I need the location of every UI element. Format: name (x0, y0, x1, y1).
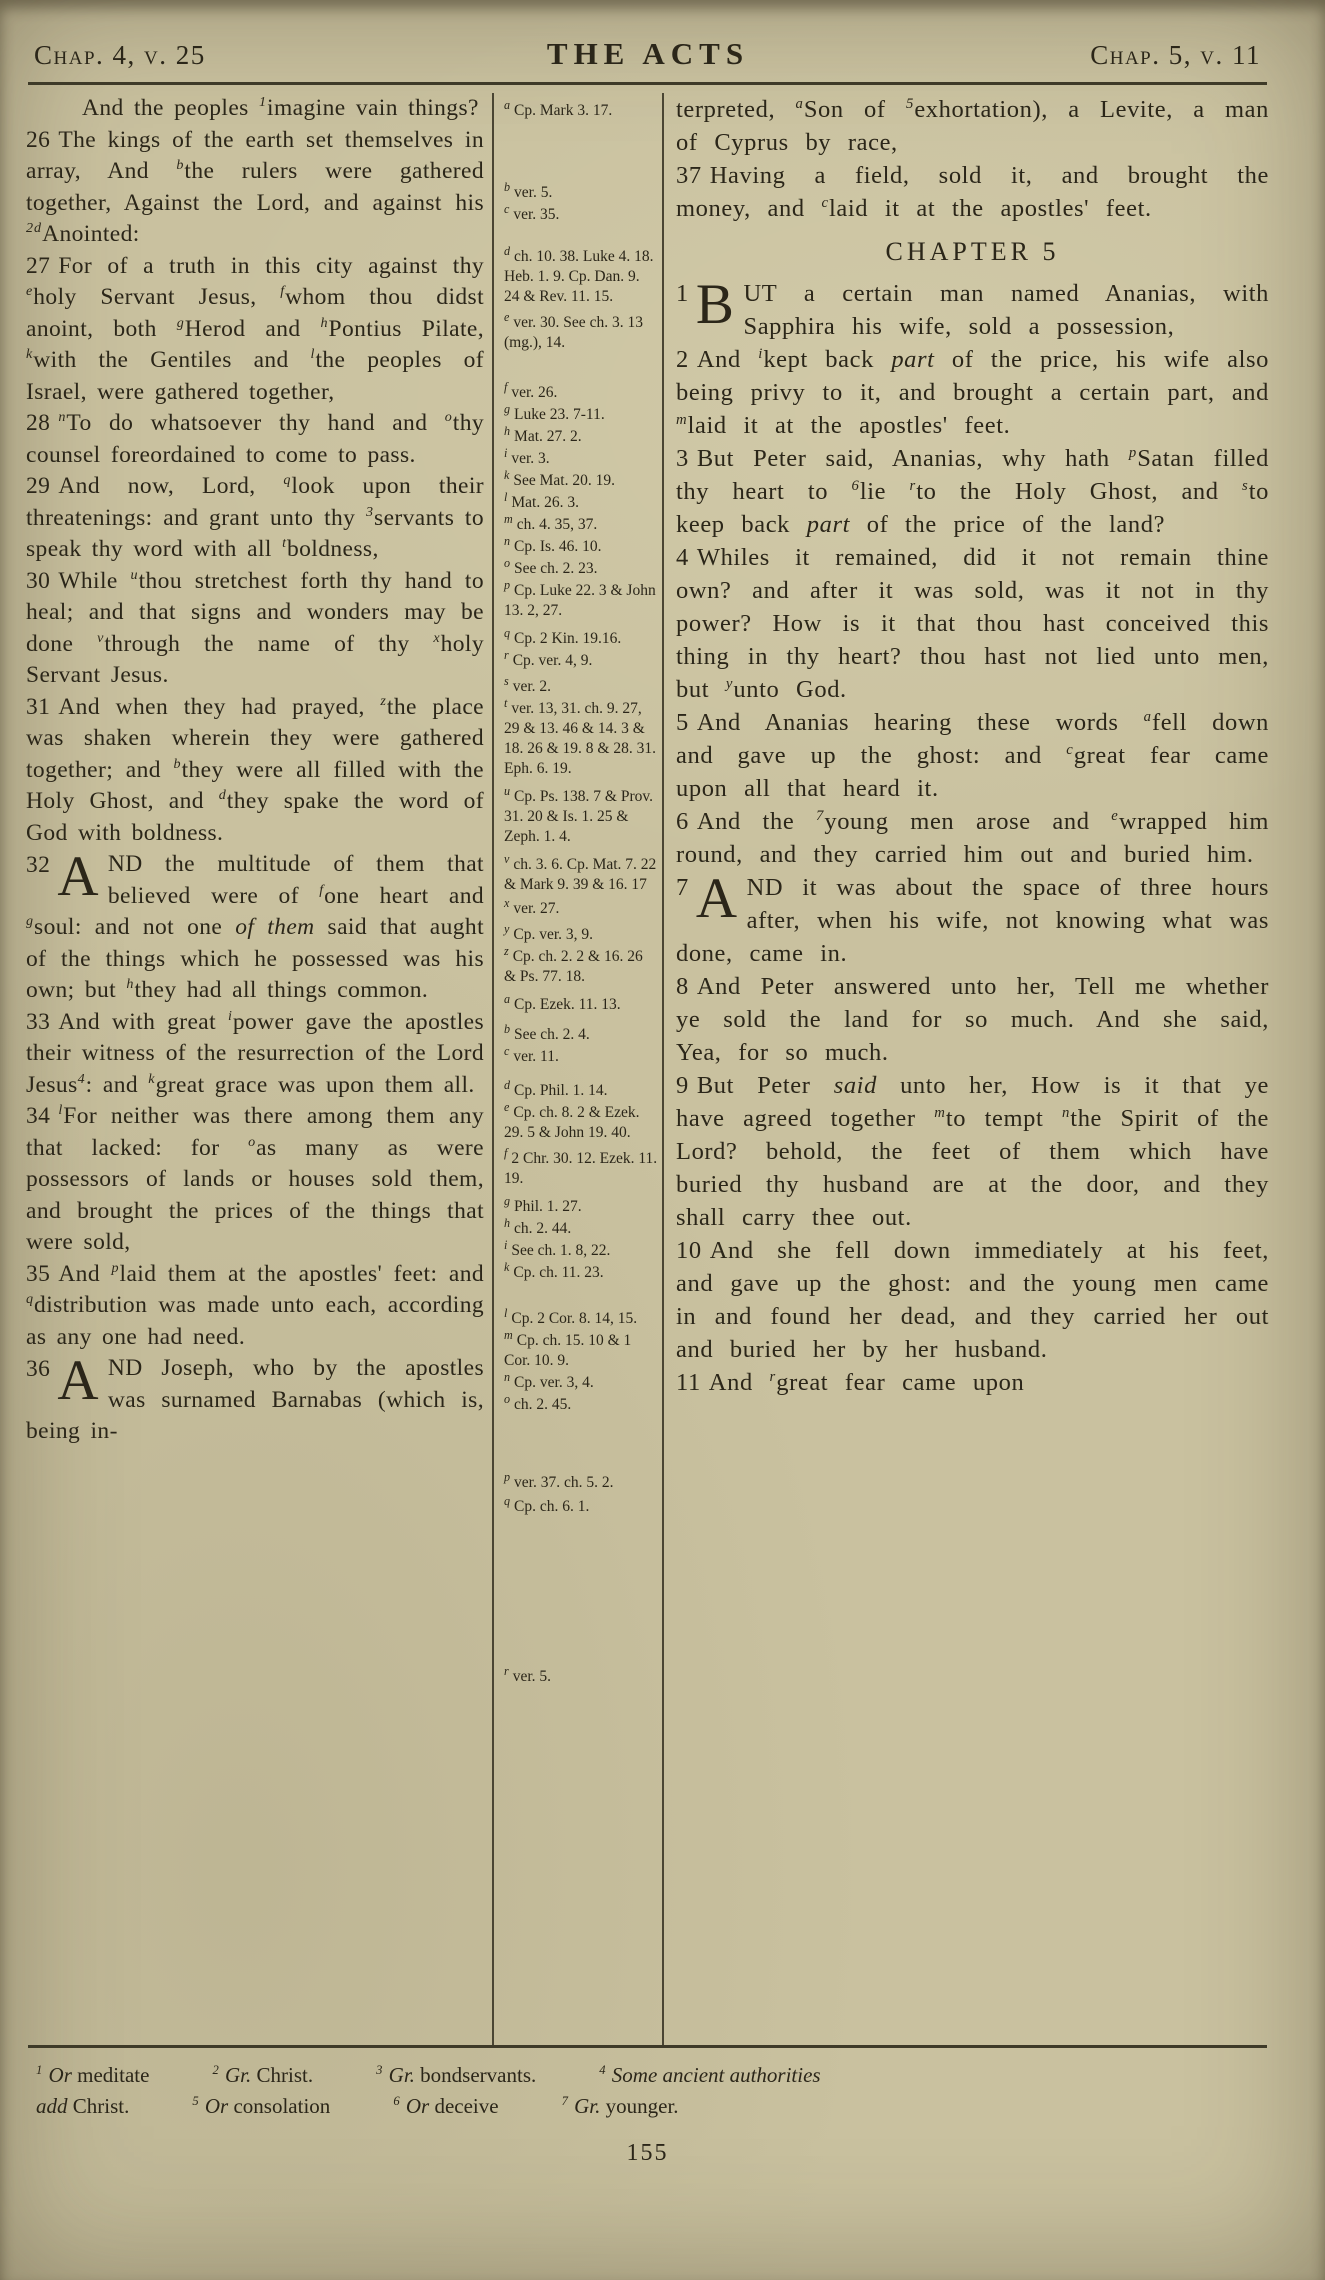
dropcap-letter: A (57, 1349, 99, 1412)
reference-marker: x (504, 895, 510, 910)
dropcap-letter: A (57, 845, 99, 908)
footnote-line: $^1$ Or meditate $^2$ Gr. Christ. $^3$ Gr. bondservants. $^4$ Some ancient authorities (36, 2063, 821, 2087)
verse-number: 35 (26, 1260, 51, 1287)
reference-marker: r (504, 647, 509, 662)
cross-reference-item: $^i$ See ch. 1. 8, 22. (504, 1237, 611, 1259)
verse-number: 33 (26, 1008, 51, 1035)
verse-paragraph: 31 And when they had prayed, $^z$the place was shaken wherein they were gathered together; and $^b$they were all filled with the Holy Ghost, and $^d$they spake the word of God with boldness. (26, 692, 484, 846)
verse-number: 28 (26, 410, 51, 436)
verse-number: 9 (676, 1072, 689, 1099)
verse-number: 2 (676, 346, 689, 373)
cross-reference-item: $^g$ Luke 23. 7-11. (504, 401, 605, 423)
verse-paragraph: terpreted, $^a$Son of $^5$exhortation), a Levite, a man of Cyprus by race, (676, 95, 1269, 156)
verse-paragraph: 2 And $^i$kept back part of the price, his wife also being privy to it, and brought a certain part, and $^m$laid it at the apostles' feet. (676, 345, 1269, 439)
cross-reference-item: $^m$ Cp. ch. 15. 10 & 1 Cor. 10. 9. (504, 1327, 632, 1369)
cross-reference-item: $^p$ ver. 37. ch. 5. 2. (504, 1469, 614, 1491)
verse-paragraph: 10 And she fell down immediately at his feet, and gave up the ghost: and the young men came in and found her dead, and they carried her out and buried her by her husband. (676, 1237, 1269, 1363)
reference-marker: i (504, 445, 508, 460)
cross-reference-item: $^t$ ver. 13, 31. ch. 9. 27, 29 & 13. 46 & 14. 3 & 18. 26 & 19. 8 & 28. 31. Eph. 6. 19. (504, 695, 656, 777)
verse-paragraph: 29 And now, Lord, $^q$look upon their threatenings: and grant unto thy $^3$servants to speak thy word with all $^t$boldness, (26, 472, 484, 562)
reference-marker: q (504, 625, 511, 640)
chapter-heading: CHAPTER 5 (885, 237, 1060, 266)
reference-marker: f (504, 379, 508, 394)
cross-reference-item: $^q$ Cp. 2 Kin. 19.16. (504, 625, 622, 647)
reference-marker: u (504, 783, 511, 798)
verse-paragraph: 27 For of a truth in this city against thy $^e$holy Servant Jesus, $^f$whom thou didst anoint, both $^g$Herod and $^h$Pontius Pilate, $^k$with the Gentiles and $^l$the peoples of Israel, were gathered together, (26, 252, 484, 405)
verse-number: 7 (676, 874, 689, 901)
reference-marker: v (504, 851, 510, 866)
cross-reference-item: $^h$ ch. 2. 44. (504, 1215, 572, 1237)
reference-marker: l (504, 1305, 508, 1320)
verse-paragraph: 28 $^n$To do whatsoever thy hand and $^o$thy counsel foreordained to come to pass. (26, 409, 484, 468)
verse-paragraph: 3 But Peter said, Ananias, why hath $^p$Satan filled thy heart to $^6$lie $^r$to the Holy Ghost, and $^s$to keep back part of the price of the land? (676, 444, 1269, 538)
verse-number: 4 (676, 544, 689, 571)
verse-paragraph: 6 And the $^7$young men arose and $^e$wrapped him round, and they carried him out and buried him. (676, 807, 1269, 868)
cross-reference-item: $^l$ Cp. 2 Cor. 8. 14, 15. (504, 1305, 638, 1327)
reference-marker: e (504, 309, 510, 324)
reference-marker: d (504, 1077, 511, 1092)
verse-number: 8 (676, 973, 689, 1000)
cross-reference-item: $^k$ See Mat. 20. 19. (504, 467, 615, 489)
cross-reference-item: $^n$ Cp. Is. 46. 10. (504, 533, 602, 555)
verse-number: 1 (676, 280, 689, 307)
verse-number: 3 (676, 445, 689, 472)
cross-reference-item: $^r$ ver. 5. (504, 1663, 552, 1685)
cross-reference-item: $^u$ Cp. Ps. 138. 7 & Prov. 31. 20 & Is. 1. 25 & Zeph. 1. 4. (504, 783, 653, 845)
dropcap (676, 273, 735, 336)
cross-reference-column (492, 93, 664, 2045)
cross-reference-item: $^e$ ver. 30. See ch. 3. 13 (mg.), 14. (504, 309, 643, 351)
cross-reference-item: $^b$ ver. 5. (504, 179, 553, 201)
verse-paragraph: 5 And Ananias hearing these words $^a$fell down and gave up the ghost: and $^c$great fear came upon all that heard it. (676, 708, 1269, 802)
verse-paragraph: 9 But Peter said unto her, How is it that ye have agreed together $^m$to tempt $^n$the Spirit of the Lord? behold, the feet of them which have buried thy husband are at the door, and they shall carry thee out. (676, 1072, 1269, 1231)
footnote-line: add Christ. $^5$ Or consolation $^6$ Or deceive $^7$ Gr. younger. (36, 2094, 679, 2118)
verse-number: 30 (26, 567, 51, 594)
verse-paragraph: 37 Having a field, sold it, and brought the money, and $^c$laid it at the apostles' feet. (676, 162, 1269, 222)
reference-marker: y (504, 921, 510, 936)
verse-number: 37 (676, 162, 702, 189)
verse-paragraph: 30 While $^u$thou stretchest forth thy hand to heal; and that signs and wonders may be done $^v$through the name of thy $^x$holy Servant Jesus. (26, 566, 484, 688)
reference-marker: a (504, 97, 511, 112)
page-number: 155 (626, 2140, 669, 2166)
reference-marker: l (504, 489, 508, 504)
text-columns (26, 85, 1269, 2045)
reference-marker: z (504, 943, 509, 958)
reference-marker: p (504, 1469, 511, 1484)
reference-marker: n (504, 1369, 511, 1384)
cross-reference-item: $^o$ See ch. 2. 23. (504, 555, 598, 577)
cross-reference-item: $^b$ See ch. 2. 4. (504, 1021, 590, 1043)
reference-marker: c (504, 201, 510, 216)
reference-marker: c (504, 1043, 510, 1058)
cross-reference-item: $^g$ Phil. 1. 27. (504, 1193, 582, 1215)
verse-paragraph: 11 And $^r$great fear came upon (676, 1368, 1025, 1396)
cross-reference-item: $^k$ Cp. ch. 11. 23. (504, 1259, 604, 1281)
cross-reference-item: $^a$ Cp. Ezek. 11. 13. (504, 991, 621, 1013)
verse-paragraph: 35 And $^p$laid them at the apostles' feet: and $^q$distribution was made unto each, according as any one had need. (26, 1259, 484, 1350)
cross-reference-item: $^i$ ver. 3. (504, 445, 550, 467)
verse-number: 34 (26, 1103, 51, 1129)
cross-reference-item: $^h$ Mat. 27. 2. (504, 423, 582, 445)
verse-number: 10 (676, 1237, 702, 1264)
cross-reference-item: $^e$ Cp. ch. 8. 2 & Ezek. 29. 5 & John 19. 40. (504, 1099, 640, 1141)
cross-reference-item: $^d$ Cp. Phil. 1. 14. (504, 1077, 608, 1099)
cross-reference-item: $^f$ 2 Chr. 30. 12. Ezek. 11. 19. (504, 1145, 658, 1187)
reference-marker: e (504, 1099, 510, 1114)
footnotes (26, 2048, 1269, 2126)
verse-paragraph: 33 And with great $^i$power gave the apostles their witness of the resurrection of the Lord Jesus$^4$: and $^k$great grace was upon them all. (26, 1007, 484, 1098)
cross-reference-item: $^l$ Mat. 26. 3. (504, 489, 579, 511)
reference-marker: q (504, 1493, 511, 1508)
right-text-column (664, 93, 1269, 2045)
reference-marker: g (504, 401, 511, 416)
verse-paragraph: And the peoples $^1$imagine vain things? (82, 94, 479, 121)
verse-number: 29 (26, 473, 51, 499)
verse-paragraph: 4 Whiles it remained, did it not remain thine own? and after it was sold, was it not in thy power? How is it that thou hast conceived this thing in thy heart? thou hast not lied unto men, but $^y$unto God. (676, 544, 1269, 703)
verse-number: 32 (26, 852, 51, 878)
cross-reference-item: $^q$ Cp. ch. 6. 1. (504, 1493, 590, 1515)
reference-marker: g (504, 1193, 511, 1208)
cross-reference-item: $^n$ Cp. ver. 3, 4. (504, 1369, 594, 1391)
dropcap-letter: A (695, 867, 738, 930)
reference-marker: r (504, 1663, 509, 1678)
cross-reference-item: $^o$ ch. 2. 45. (504, 1391, 572, 1413)
cross-reference-item: $^m$ ch. 4. 35, 37. (504, 511, 598, 533)
verse-number: 11 (676, 1369, 701, 1396)
dropcap-letter: B (695, 273, 735, 336)
cross-reference-item: $^d$ ch. 10. 38. Luke 4. 18. Heb. 1. 9. Cp. Dan. 9. 24 & Rev. 11. 15. (504, 243, 654, 305)
verse-paragraph: 32 A ND the multitude of them that believed were of $^f$one heart and $^g$soul: and not one of them said that aught of the things which he possessed was his own; but $^h$they had all things common. (26, 845, 485, 1003)
reference-marker: f (504, 1145, 508, 1160)
reference-marker: a (504, 991, 511, 1006)
reference-marker: t (504, 695, 508, 710)
verse-paragraph: 1 B UT a certain man named Ananias, with Sapphira his wife, sold a possession, (676, 273, 1269, 340)
reference-marker: h (504, 1215, 511, 1230)
cross-reference-item: $^c$ ver. 35. (504, 201, 560, 223)
cross-reference-item: $^c$ ver. 11. (504, 1043, 559, 1065)
left-text-column (26, 93, 492, 2045)
cross-reference-item: $^v$ ch. 3. 6. Cp. Mat. 7. 22 & Mark 9. 39 & 16. 17 (504, 851, 657, 893)
book-title: THE ACTS (546, 36, 750, 71)
verse-paragraph: 7 A ND it was about the space of three hours after, when his wife, not knowing what was done, came in. (676, 867, 1269, 967)
reference-marker: h (504, 423, 511, 438)
dropcap (26, 1349, 99, 1412)
reference-marker: m (504, 511, 513, 526)
verse-number: 6 (676, 808, 689, 835)
verse-number: 27 (26, 252, 51, 279)
verse-paragraph: 26 The kings of the earth set themselves in array, And $^b$the rulers were gathered together, Against the Lord, and against his $^{2d}$Anointed: (26, 126, 484, 247)
reference-marker: m (504, 1327, 513, 1342)
cross-reference-item: $^x$ ver. 27. (504, 895, 560, 917)
reference-marker: i (504, 1237, 508, 1252)
chapter-ref-right: Chap. 5, v. 11 (1090, 40, 1261, 70)
cross-reference-item: $^f$ ver. 26. (504, 379, 558, 401)
page-header (26, 10, 1269, 82)
cross-reference-item: $^s$ ver. 2. (504, 673, 552, 695)
cross-reference-item: $^y$ Cp. ver. 3, 9. (504, 921, 594, 943)
reference-marker: d (504, 243, 511, 258)
reference-marker: p (504, 577, 511, 592)
reference-marker: b (504, 1021, 511, 1036)
cross-reference-item: $^z$ Cp. ch. 2. 2 & 16. 26 & Ps. 77. 18. (504, 943, 643, 985)
dropcap (26, 845, 99, 908)
dropcap (676, 867, 738, 930)
verse-number: 26 (26, 126, 51, 153)
verse-paragraph: 8 And Peter answered unto her, Tell me whether ye sold the land for so much. And she said, Yea, for so much. (676, 973, 1269, 1066)
reference-marker: o (504, 555, 511, 570)
reference-marker: o (504, 1391, 511, 1406)
cross-reference-item: $^a$ Cp. Mark 3. 17. (504, 97, 613, 119)
reference-marker: n (504, 533, 511, 548)
verse-paragraph: 36 A ND Joseph, who by the apostles was surnamed Barnabas (which is, being in- (26, 1349, 484, 1444)
verse-paragraph: 34 $^l$For neither was there among them any that lacked: for $^o$as many as were possessors of lands or houses sold them, and brought the prices of the things that were sold, (26, 1102, 484, 1255)
cross-reference-item: $^r$ Cp. ver. 4, 9. (504, 647, 593, 669)
cross-reference-item: $^p$ Cp. Luke 22. 3 & John 13. 2, 27. (504, 577, 656, 619)
reference-marker: s (504, 673, 509, 688)
reference-marker: k (504, 1259, 510, 1274)
verse-number: 36 (26, 1356, 51, 1382)
verse-number: 31 (26, 693, 51, 720)
reference-marker: b (504, 179, 511, 194)
verse-number: 5 (676, 709, 689, 736)
reference-marker: k (504, 467, 510, 482)
chapter-ref-left: Chap. 4, v. 25 (34, 40, 206, 70)
